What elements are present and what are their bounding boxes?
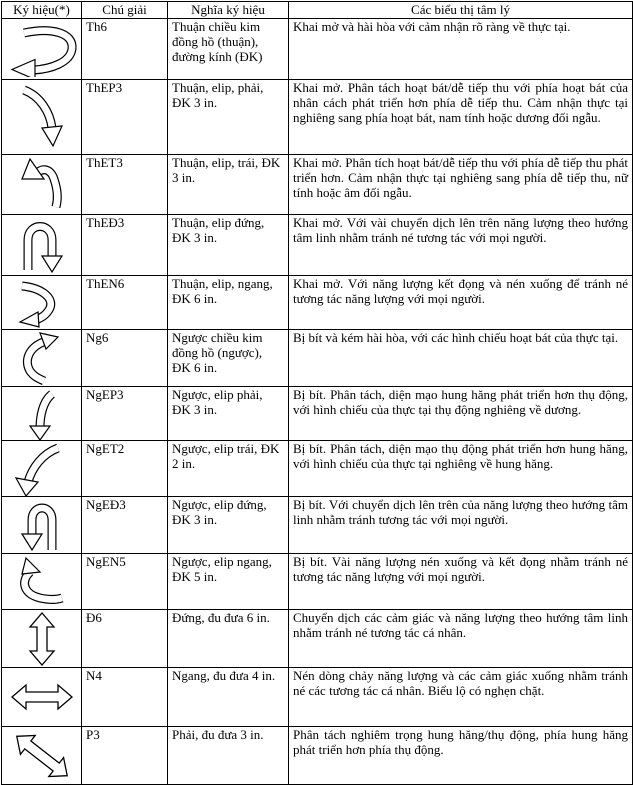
header-symbol: Ký hiệu(*): [2, 2, 82, 19]
row-code: N4: [82, 668, 168, 727]
clockwise-ellipse-vertical-arrow-icon: [2, 216, 81, 274]
row-code: NgEĐ3: [82, 497, 168, 554]
row-expression: Chuyển dịch các cảm giác và năng lượng theo hướng tâm linh nhằm tránh né tương tác cá nhân.: [289, 610, 633, 668]
row-meaning: Ngược chiều kim đồng hồ (ngược), ĐK 6 in.: [168, 330, 289, 387]
counterclockwise-half-circle-arrow-icon: [2, 331, 81, 385]
row-code: ThEĐ3: [82, 215, 168, 276]
row-expression: Bị bít và kém hài hòa, với các hình chiếu hoạt bát của thực tại.: [289, 330, 633, 387]
table-row: [2, 610, 633, 668]
row-meaning: Ngược, elip đứng, ĐK 3 in.: [168, 497, 289, 554]
clockwise-ellipse-left-arrow-icon: [2, 157, 81, 213]
clockwise-half-circle-arrow-icon: [2, 21, 81, 77]
table-row: [2, 668, 633, 727]
row-code: ThET3: [82, 155, 168, 215]
row-meaning: Thuận, elip, ngang, ĐK 6 in.: [168, 276, 289, 330]
table-row: [2, 276, 633, 330]
diagonal-double-arrow-icon: [2, 728, 81, 784]
header-row: [2, 2, 633, 19]
header-code: Chú giải: [82, 2, 168, 19]
row-code: NgEN5: [82, 554, 168, 610]
row-meaning: Thuận chiều kim đồng hồ (thuận), đường kính (ĐK): [168, 19, 289, 80]
row-expression: Khai mở. Phân tích hoạt bát/dễ tiếp thu với phía dễ tiếp thu phát triển hơn. Cảm nhận thực tại nghiêng sang phía dễ tiếp thu, nữ tính hoặc âm đối ngẫu.: [289, 155, 633, 215]
row-meaning: Phải, đu đưa 3 in.: [168, 727, 289, 785]
table-row: [2, 497, 633, 554]
table-row: [2, 215, 633, 276]
table-row: [2, 19, 633, 80]
counterclockwise-ellipse-right-arrow-icon: [2, 388, 81, 440]
row-expression: Bị bít. Vài năng lượng nén xuống và kết đọng nhằm tránh né tương tác năng lượng với mọi người.: [289, 554, 633, 610]
row-expression: Bị bít. Với chuyển dịch lên trên của năng lượng theo hướng tâm linh nhằm tránh tương tác với mọi người.: [289, 497, 633, 554]
table-row: [2, 727, 633, 785]
row-code: ThEN6: [82, 276, 168, 330]
counterclockwise-ellipse-horizontal-arrow-icon: [2, 556, 81, 608]
row-meaning: Thuận, elip, phải, ĐK 3 in.: [168, 80, 289, 155]
table-row: [2, 554, 633, 610]
row-meaning: Thuận, elip, trái, ĐK 3 in.: [168, 155, 289, 215]
row-code: Th6: [82, 19, 168, 80]
row-expression: Khai mở. Với vài chuyển dịch lên trên năng lượng theo hướng tâm linh nhằm tránh né tương tác với mọi người.: [289, 215, 633, 276]
row-code: NgET2: [82, 441, 168, 497]
header-expression: Các biểu thị tâm lý: [289, 2, 633, 19]
row-expression: Nén dòng chảy năng lượng và các cảm giác xuống nhằm tránh né các tương tác cá nhân. Biểu lộ có nghẹn chặt.: [289, 668, 633, 727]
table-row: [2, 155, 633, 215]
row-code: NgEP3: [82, 387, 168, 441]
counterclockwise-ellipse-vertical-arrow-icon: [2, 498, 81, 552]
row-code: ThEP3: [82, 80, 168, 155]
row-code: Đ6: [82, 610, 168, 668]
row-code: P3: [82, 727, 168, 785]
table-row: [2, 441, 633, 497]
clockwise-ellipse-horizontal-arrow-icon: [2, 278, 81, 328]
table-row: [2, 80, 633, 155]
horizontal-double-arrow-icon: [2, 669, 81, 725]
vertical-double-arrow-icon: [2, 611, 81, 667]
row-expression: Khai mở. Phân tách hoạt bát/dễ tiếp thu với phía hoạt bát của nhân cách phát triển hơn phía dễ tiếp thu. Cảm nhận thực tại nghiêng sang phía hoạt bát, nam tính hoặc dương đối ngẫu.: [289, 80, 633, 155]
row-meaning: Ngược, elip ngang, ĐK 5 in.: [168, 554, 289, 610]
header-meaning: Nghĩa ký hiệu: [168, 2, 289, 19]
table-row: [2, 387, 633, 441]
row-expression: Phân tách nghiêm trọng hung hăng/thụ động, phía hung hăng phát triển hơn phía thụ động.: [289, 727, 633, 785]
row-expression: Khai mở. Với năng lượng kết đọng và nén xuống để tránh né tương tác năng lượng với mọi người.: [289, 276, 633, 330]
row-meaning: Đứng, đu đưa 6 in.: [168, 610, 289, 668]
counterclockwise-ellipse-left-arrow-icon: [2, 442, 81, 496]
row-meaning: Ngược, elip phải, ĐK 3 in.: [168, 387, 289, 441]
row-expression: Khai mở và hài hòa với cảm nhận rõ ràng về thực tại.: [289, 19, 633, 80]
row-expression: Bị bít. Phân tách, diện mạo thụ động phát triển hơn hung hăng, với hình chiếu của thực tại nghiêng về hung hăng.: [289, 441, 633, 497]
pendulum-symbol-table: [1, 1, 633, 785]
table-row: [2, 330, 633, 387]
clockwise-ellipse-right-arrow-icon: [2, 82, 81, 152]
row-code: Ng6: [82, 330, 168, 387]
row-meaning: Ngang, đu đưa 4 in.: [168, 668, 289, 727]
row-meaning: Thuận, elip đứng, ĐK 3 in.: [168, 215, 289, 276]
row-expression: Bị bít. Phân tách, diện mạo hung hăng phát triển hơn thụ động, với hình chiếu của thực tại thụ động nghiêng về dương.: [289, 387, 633, 441]
row-meaning: Ngược, elip trái, ĐK 2 in.: [168, 441, 289, 497]
